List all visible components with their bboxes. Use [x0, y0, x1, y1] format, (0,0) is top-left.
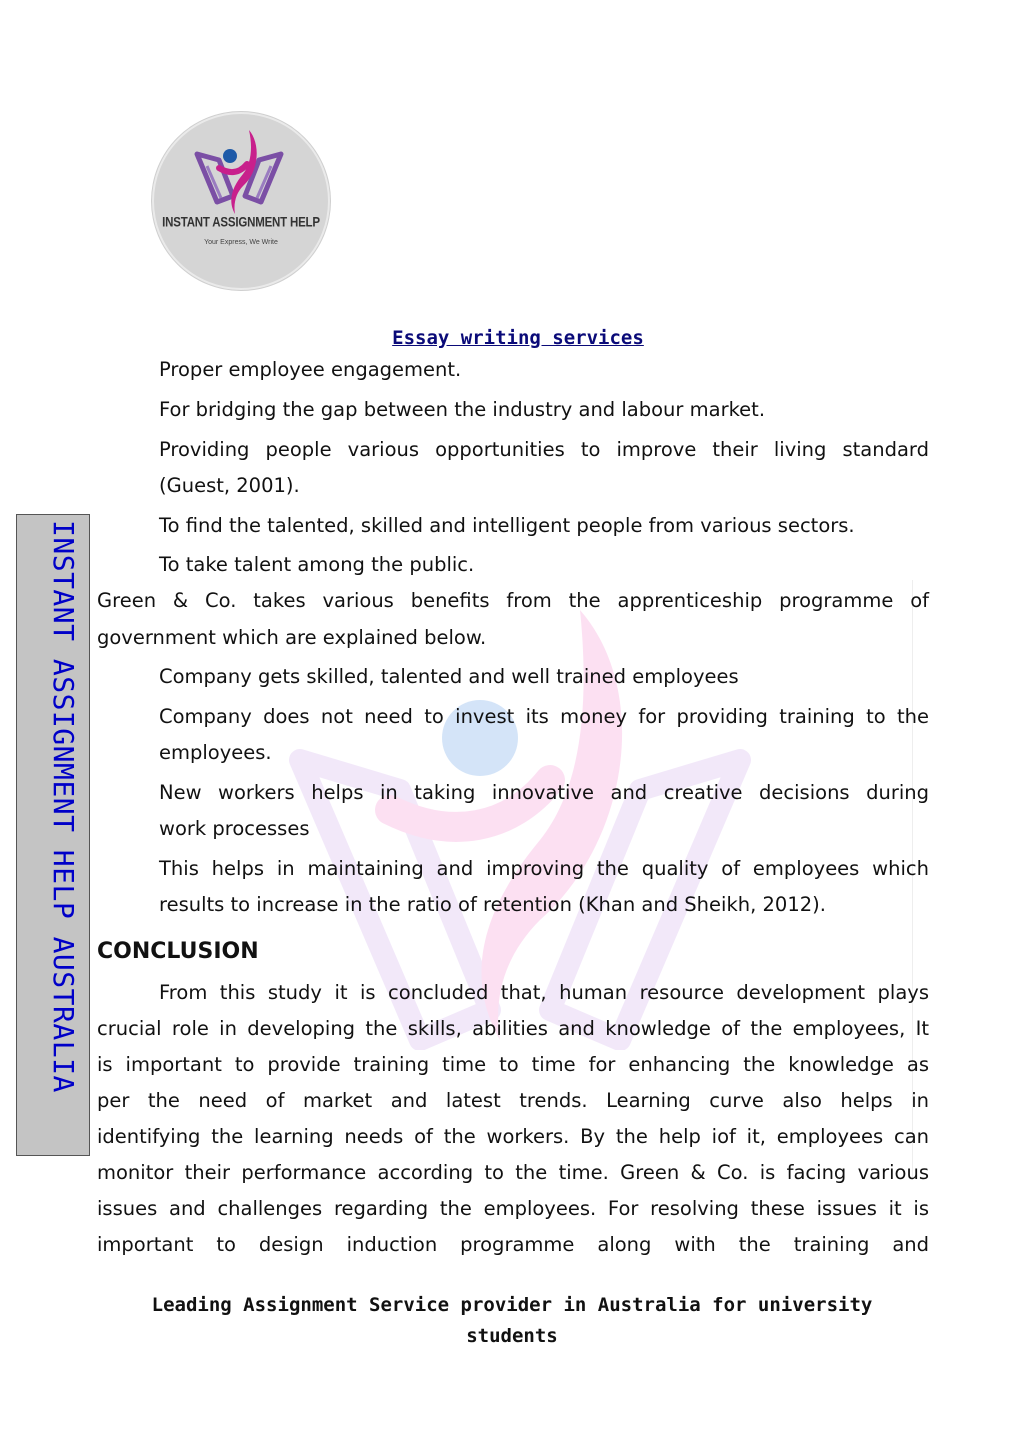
- text-line: From this study it is concluded that, human resource development plays: [159, 981, 929, 1004]
- text-line: government which are explained below.: [97, 626, 487, 649]
- text-line: New workers helps in taking innovative and creative decisions during: [159, 781, 929, 804]
- logo-tagline: Your Express, We Write: [204, 239, 278, 246]
- text-line: Company gets skilled, talented and well trained employees: [159, 665, 739, 688]
- text-line: is important to provide training time to time for enhancing the knowledge as: [97, 1053, 929, 1076]
- text-line: issues and challenges regarding the employees. For resolving these issues it is: [97, 1197, 929, 1220]
- footer-line: Leading Assignment Service provider in Australia for university: [151, 1294, 873, 1316]
- text-line: results to increase in the ratio of retention (Khan and Sheikh, 2012).: [159, 893, 826, 916]
- text-line: Company does not need to invest its money for providing training to the: [159, 705, 929, 728]
- text-line: work processes: [159, 817, 310, 840]
- text-line: To find the talented, skilled and intelligent people from various sectors.: [159, 514, 855, 537]
- footer-line: students: [466, 1325, 558, 1347]
- side-banner-text: INSTANT ASSIGNMENT HELP AUSTRALIA: [47, 520, 80, 1093]
- text-line: Green & Co. takes various benefits from the apprenticeship programme of: [97, 589, 929, 612]
- text-line: identifying the learning needs of the workers. By the help iof it, employees can: [97, 1125, 929, 1148]
- page-footer: [112, 1290, 912, 1352]
- section-heading-conclusion: CONCLUSION: [97, 939, 259, 964]
- text-line: employees.: [159, 741, 272, 764]
- text-line: This helps in maintaining and improving the quality of employees which: [159, 857, 929, 880]
- text-line: To take talent among the public.: [159, 553, 475, 576]
- text-line: monitor their performance according to the time. Green & Co. is facing various: [97, 1161, 929, 1184]
- text-line: Providing people various opportunities to improve their living standard: [159, 438, 929, 461]
- logo-figure-icon: [189, 124, 289, 220]
- text-line: For bridging the gap between the industry and labour market.: [159, 398, 766, 421]
- logo-name: INSTANT ASSIGNMENT HELP: [162, 215, 320, 231]
- company-logo: [152, 112, 330, 290]
- text-line: (Guest, 2001).: [159, 474, 300, 497]
- text-line: crucial role in developing the skills, abilities and knowledge of the employees, It: [97, 1017, 929, 1040]
- text-line: per the need of market and latest trends. Learning curve also helps in: [97, 1089, 929, 1112]
- text-line: important to design induction programme along with the training and: [97, 1233, 929, 1256]
- document-title: Essay writing services: [392, 327, 644, 349]
- text-line: Proper employee engagement.: [159, 358, 462, 381]
